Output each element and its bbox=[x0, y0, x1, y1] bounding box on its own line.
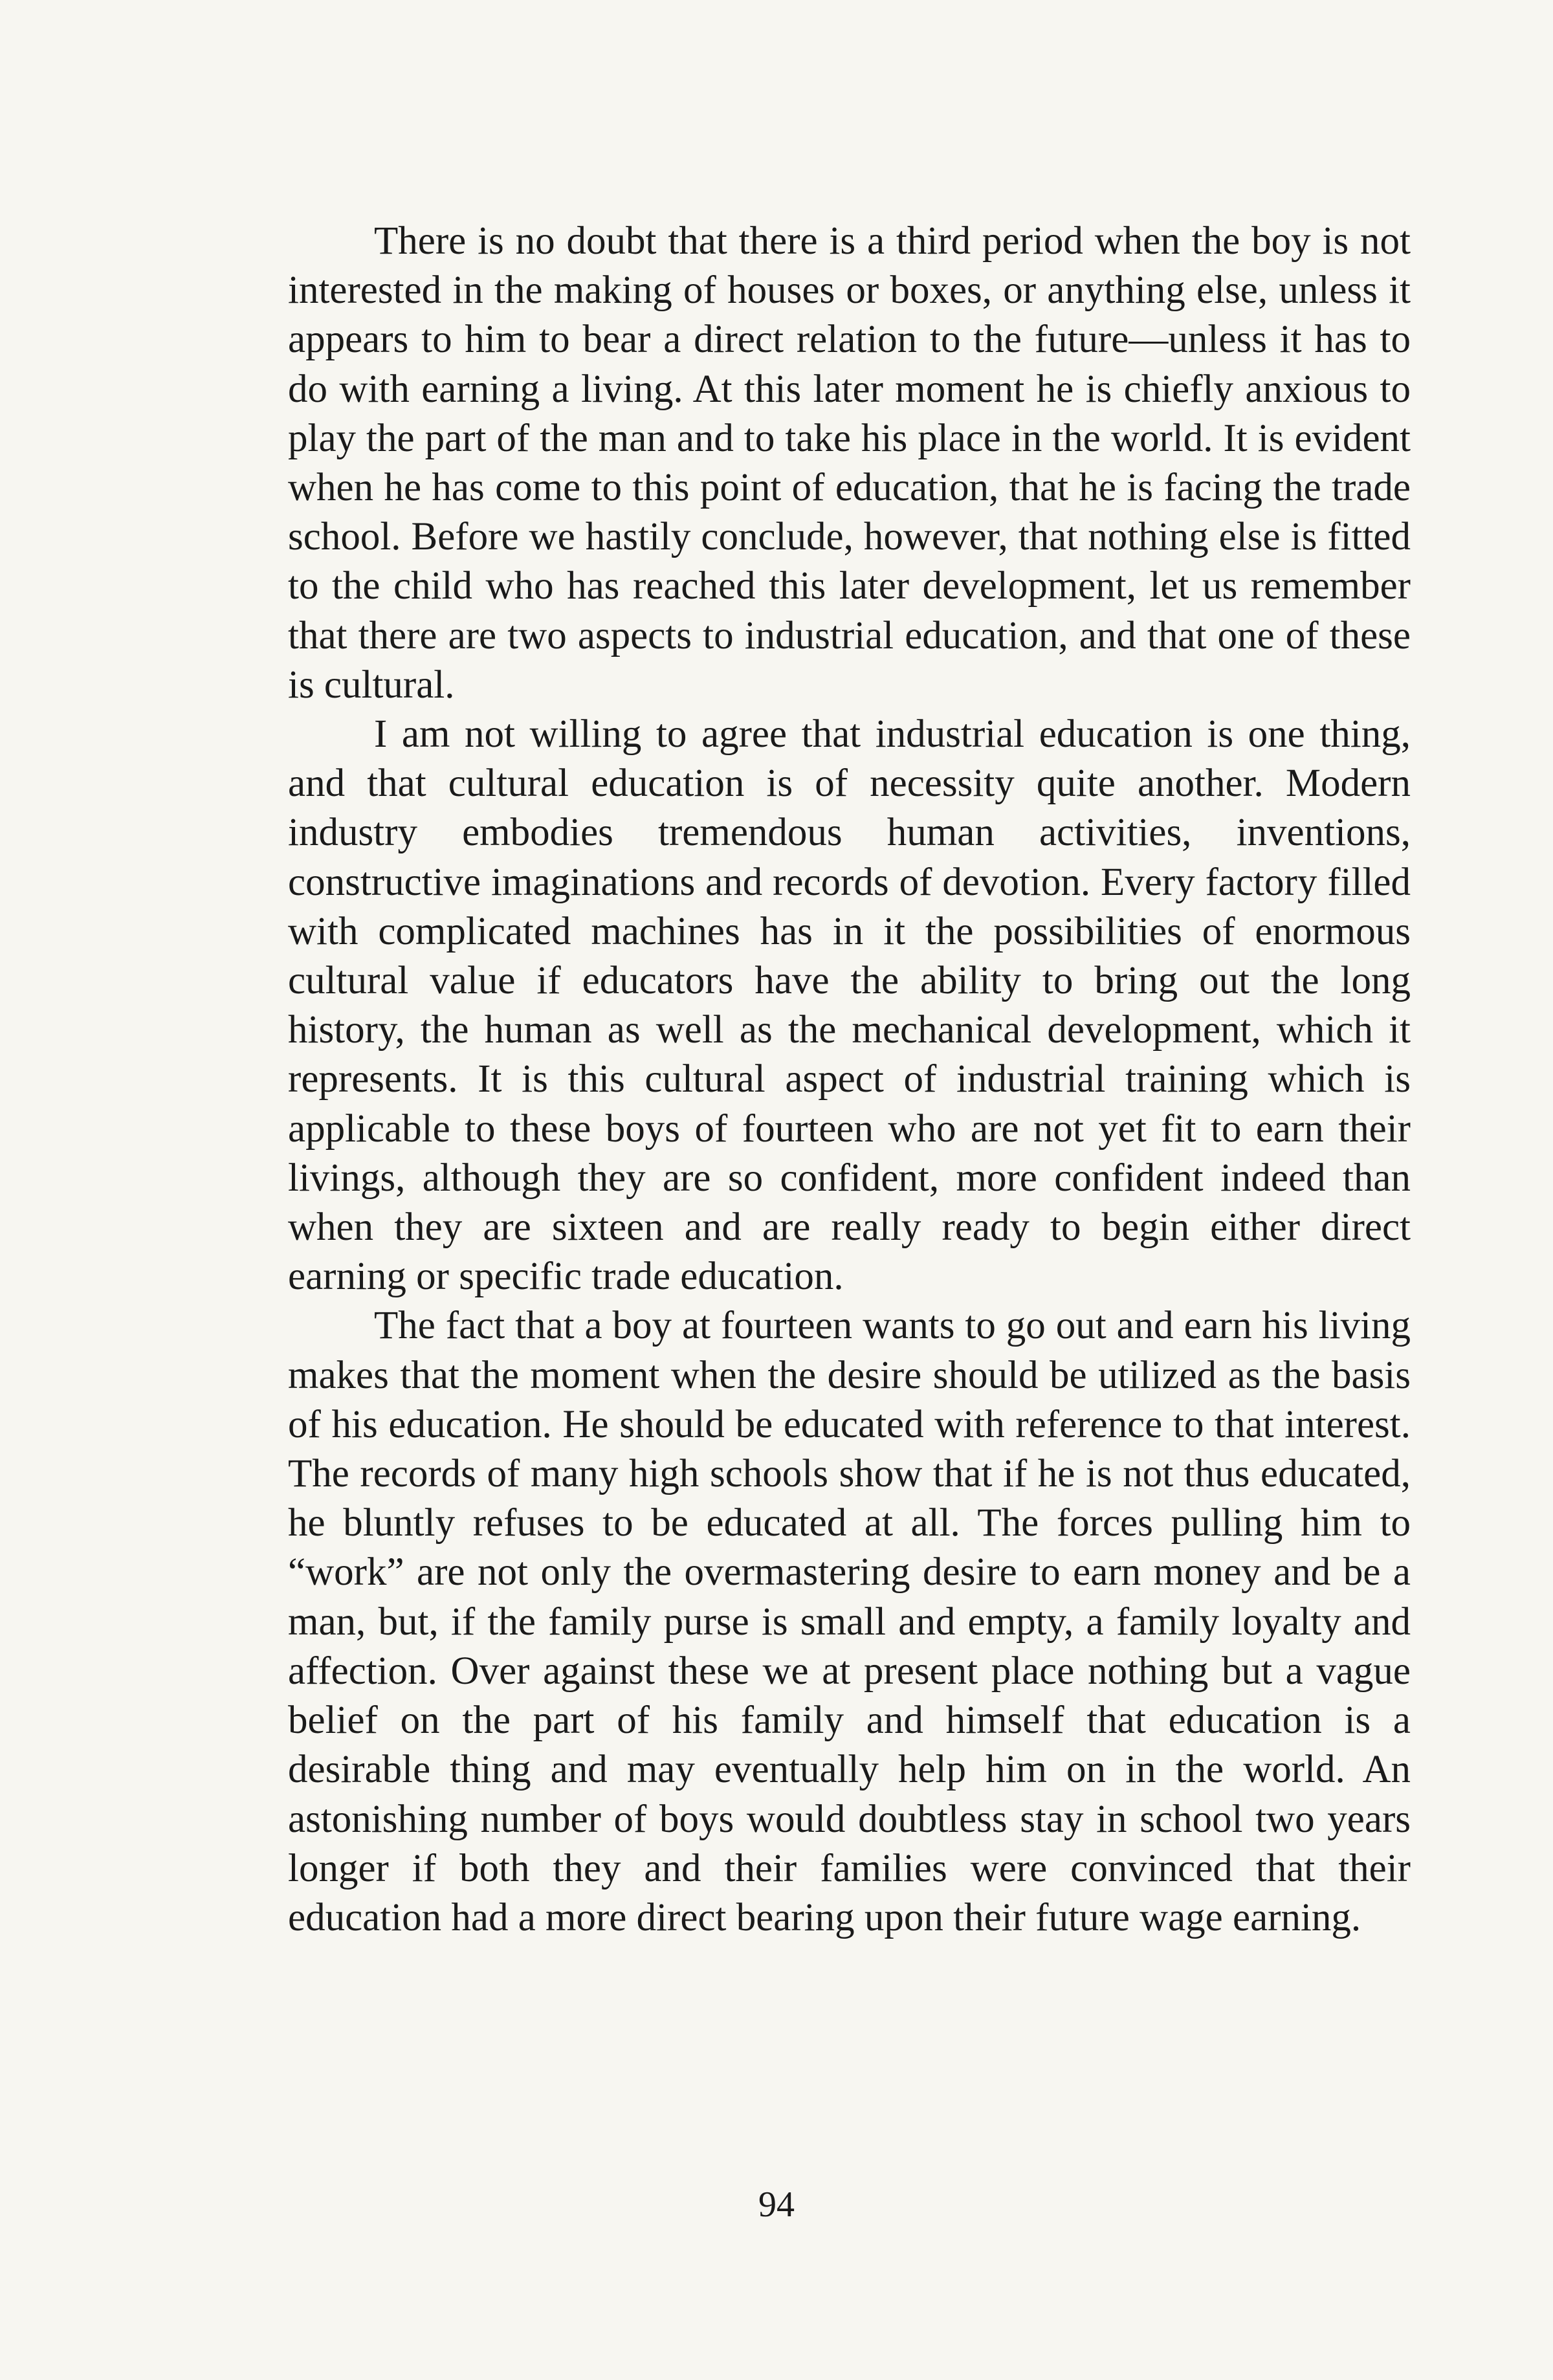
body-text bbox=[288, 217, 1411, 1943]
paragraph-2: I am not willing to agree that industrial education is one thing, and that cultural education is of necessity quite another. Modern industry embodies tremendous human activities, inventions, constructive imaginations and records of devotion. Every factory filled with complicated machines has in it the possibilities of enormous cultural value if educators have the ability to bring out the long history, the human as well as the mechanical development, which it represents. It is this cultural aspect of industrial training which is applicable to these boys of fourteen who are not yet fit to earn their livings, although they are so confident, more confident indeed than when they are sixteen and are really ready to begin either direct earning or specific trade education. bbox=[288, 712, 1411, 1299]
page-number: 94 bbox=[758, 2185, 795, 2225]
paragraph-1: There is no doubt that there is a third period when the boy is not interested in the making of houses or boxes, or anything else, unless it appears to him to bear a direct relation to the future—unless it has to do with earning a living. At this later moment he is chiefly anxious to play the part of the man and to take his place in the world. It is evident when he has come to this point of education, that he is facing the trade school. Before we hastily conclude, however, that nothing else is fitted to the child who has reached this later development, let us remember that there are two aspects to industrial education, and that one of these is cultural. bbox=[288, 219, 1411, 707]
paragraph-3: The fact that a boy at fourteen wants to go out and earn his living makes that the moment when the desire should be utilized as the basis of his education. He should be educated with reference to that interest. The records of many high schools show that if he is not thus educated, he bluntly refuses to be educated at all. The forces pulling him to “work” are not only the overmastering desire to earn money and be a man, but, if the family purse is small and empty, a family loyalty and affection. Over against these we at present place nothing but a vague belief on the part of his family and himself that education is a desirable thing and may eventually help him on in the world. An astonishing number of boys would doubtless stay in school two years longer if both they and their families were convinced that their education had a more direct bearing upon their future wage earning. bbox=[288, 1304, 1411, 1939]
